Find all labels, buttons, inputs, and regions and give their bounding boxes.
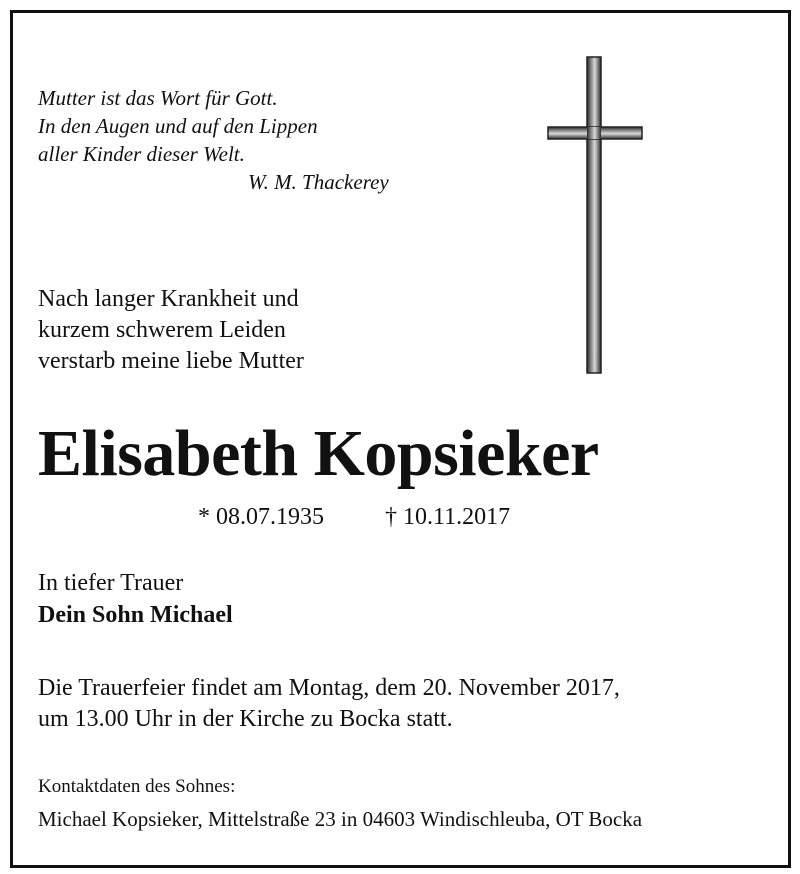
intro-text <box>38 284 304 377</box>
birth-date: * 08.07.1935 <box>198 504 324 530</box>
ceremony-line: Die Trauerfeier findet am Montag, dem 20. November 2017, <box>38 675 620 701</box>
quote-line: Mutter ist das Wort für Gott. <box>38 86 278 110</box>
mourner-name: Dein Sohn Michael <box>38 602 233 628</box>
intro-line: verstarb meine liebe Mutter <box>38 348 304 374</box>
intro-line: Nach langer Krankheit und <box>38 286 299 312</box>
ceremony-line: um 13.00 Uhr in der Kirche zu Bocka statt. <box>38 706 453 732</box>
intro-line: kurzem schwerem Leiden <box>38 317 286 343</box>
mourners-block <box>38 567 233 631</box>
contact-address: Michael Kopsieker, Mittelstraße 23 in 04603 Windischleuba, OT Bocka <box>38 807 643 831</box>
quote-line: In den Augen und auf den Lippen <box>38 114 318 138</box>
mourning-phrase: In tiefer Trauer <box>38 570 184 596</box>
deceased-name: Elisabeth Kopsieker <box>38 417 599 490</box>
death-date: † 10.11.2017 <box>385 504 511 530</box>
quote-author: W. M. Thackerey <box>248 170 389 194</box>
cross-icon <box>546 55 646 375</box>
quote-block <box>38 84 389 196</box>
ceremony-info <box>38 673 620 735</box>
contact-label: Kontaktdaten des Sohnes: <box>38 776 236 797</box>
quote-line: aller Kinder dieser Welt. <box>38 142 245 166</box>
